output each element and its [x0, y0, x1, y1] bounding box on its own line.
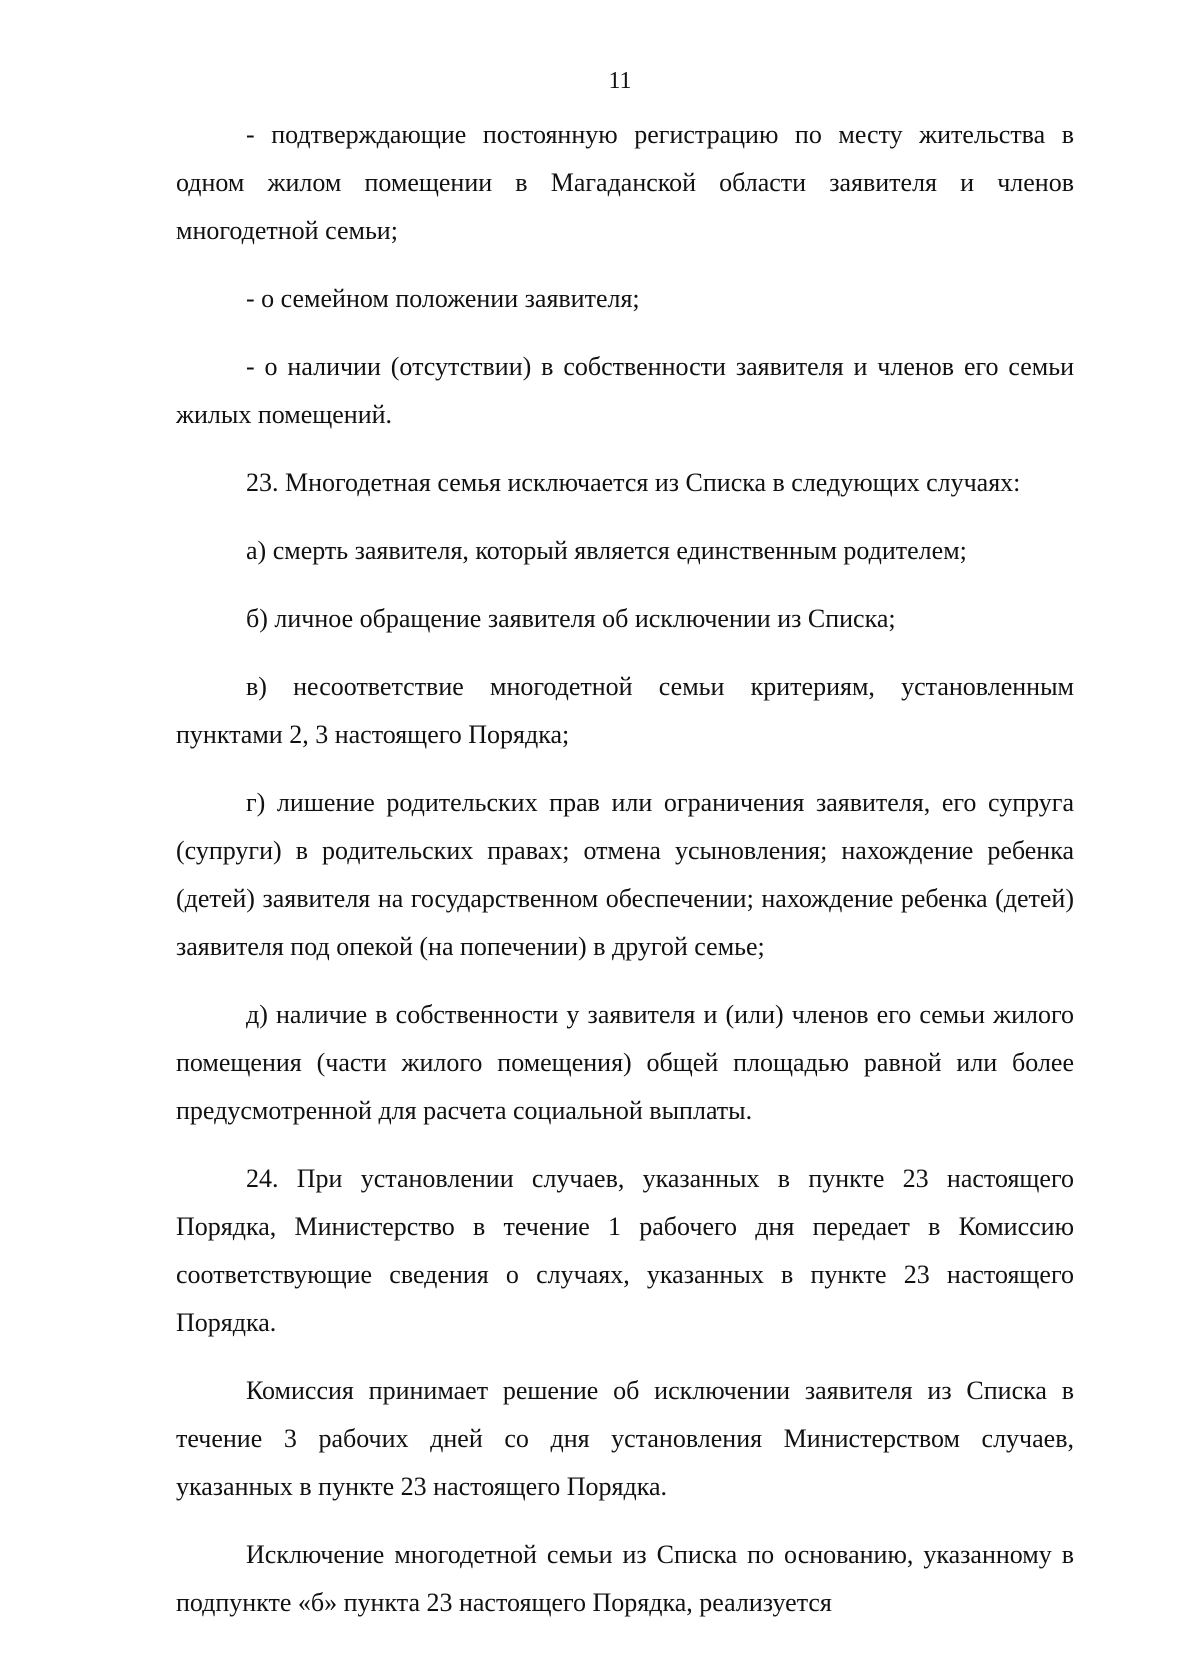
paragraph-commission-decision: Комиссия принимает решение об исключении заявителя из Списка в течение 3 рабочих дней со дня установления Министерством случаев, указанных в пункте 23 настоящего Порядка.	[176, 1376, 1074, 1501]
paragraph-subitem-b: б) личное обращение заявителя об исключении из Списка;	[246, 604, 896, 633]
paragraph-subitem-d: д) наличие в собственности у заявителя и (или) членов его семьи жилого помещения (части жилого помещения) общей площадью равной или более предусмотренной для расчета социальной выплаты.	[176, 1000, 1074, 1125]
paragraph-exclusion-basis: Исключение многодетной семьи из Списка по основанию, указанному в подпункте «б» пункта 23 настоящего Порядка, реализуется	[176, 1540, 1074, 1617]
page-number: 11	[608, 68, 632, 94]
paragraph-item-24: 24. При установлении случаев, указанных в пункте 23 настоящего Порядка, Министерство в течение 1 рабочего дня передает в Комиссию соответствующие сведения о случаях, указанных в пункте 23 настоящего Порядка.	[176, 1164, 1074, 1337]
paragraph-item-23: 23. Многодетная семья исключается из Списка в следующих случаях:	[246, 468, 1021, 497]
paragraph-subitem-v: в) несоответствие многодетной семьи критериям, установленным пунктами 2, 3 настоящего Порядка;	[176, 672, 1074, 749]
document-body	[176, 111, 1074, 1627]
paragraph-registration: - подтверждающие постоянную регистрацию по месту жительства в одном жилом помещении в Магаданской области заявителя и членов многодетной семьи;	[176, 120, 1074, 245]
paragraph-family-status: - о семейном положении заявителя;	[246, 284, 640, 313]
paragraph-subitem-a: а) смерть заявителя, который является единственным родителем;	[246, 536, 967, 565]
paragraph-property: - о наличии (отсутствии) в собственности заявителя и членов его семьи жилых помещений.	[176, 352, 1074, 429]
paragraph-subitem-g: г) лишение родительских прав или ограничения заявителя, его супруга (супруги) в родительских правах; отмена усыновления; нахождение ребенка (детей) заявителя на государственном обеспечении; нахождение ребенка (детей) заявителя под опекой (на попечении) в другой семье;	[176, 788, 1074, 961]
